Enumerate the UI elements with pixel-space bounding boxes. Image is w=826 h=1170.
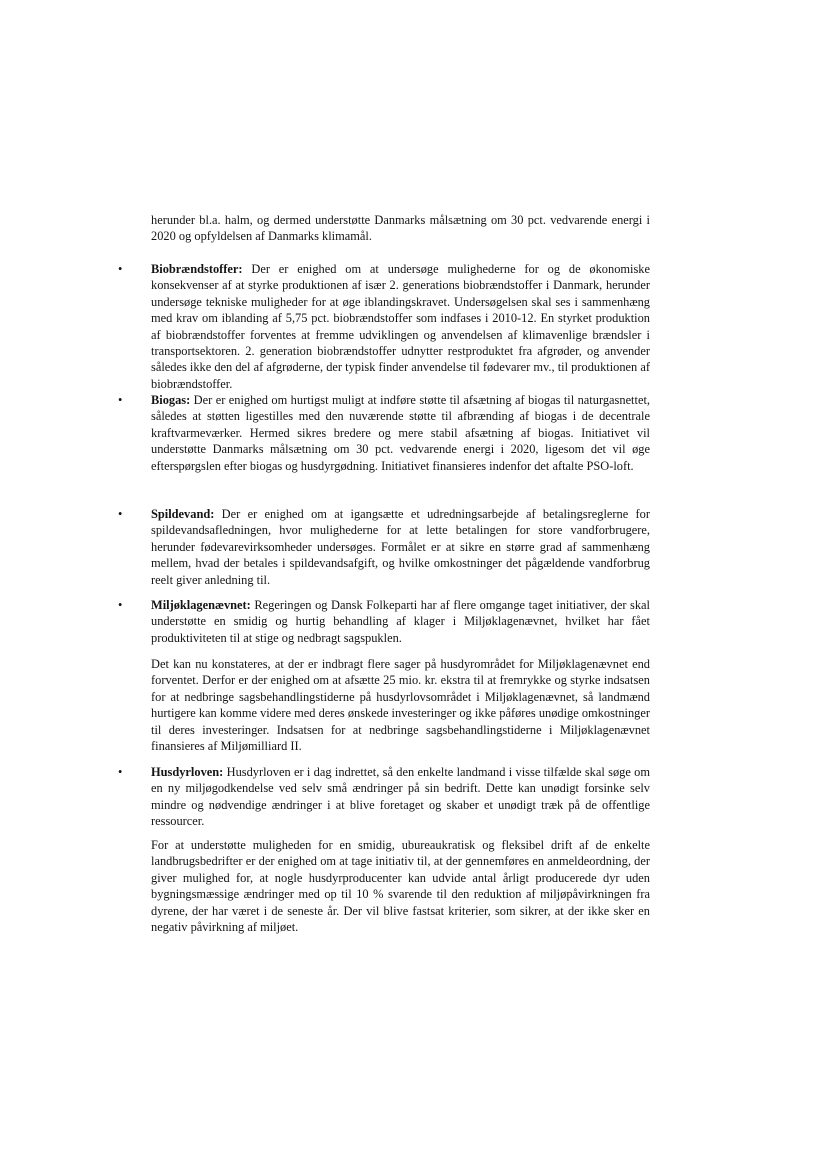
section-heading: Spildevand: <box>151 507 215 521</box>
section-husdyrloven <box>151 764 650 830</box>
section-text: Der er enighed om hurtigst muligt at indføre støtte til afsætning af biogas til naturgasnettet, således at støtten ligestilles med den nuværende støtte til afbrænding af biogas i de decentrale kraftvarmeværker. Hermed sikres bredere og mere stabil afsætning af biogas. Initiativet vil understøtte Danmarks målsætning om 30 pct. vedvarende energi i 2020, ligesom det vil øge efterspørgslen efter biogas og husdyrgødning. Initiativet finansieres indenfor det aftalte PSO-loft. <box>151 393 650 473</box>
section-biogas <box>151 392 650 474</box>
section-miljoeklagenaevnet <box>151 597 650 646</box>
section-spildevand <box>151 506 650 588</box>
section-text: Regeringen og Dansk Folkeparti har af flere omgange taget initiativer, der skal understøtte en smidig og hurtig behandling af klager i Miljøklagenævnet, hvilket har fået produktiviteten til at stige og nedbragt sagspuklen. <box>151 598 650 645</box>
section-biobraendstoffer <box>151 261 650 392</box>
section-followup-paragraph: Det kan nu konstateres, at der er indbragt flere sager på husdyrområdet for Miljøklagenævnet end forventet. Derfor er der enighed om at afsætte 25 mio. kr. ekstra til at fremrykke og styrke indsatsen for at nedbringe sagsbehandlingstiderne på husdyrlovsområdet i Miljøklagenævnet, så landmænd hurtigere kan komme videre med deres ønskede investeringer og ikke påføres unødige omkostninger til deres investeringer. Indsatsen for at nedbringe sagsbehandlingstiderne i Miljøklagenævnet finansieres af Miljømilliard II. <box>151 657 650 754</box>
section-text: Der er enighed om at undersøge mulighederne for og de økonomiske konsekvenser af at styrke produktionen af især 2. generations biobrændstoffer i Danmark, herunder undersøge tekniske muligheder for at øge iblandingskravet. Undersøgelsen skal ses i sammenhæng med krav om iblanding af 5,75 pct. biobrændstoffer som indfases i 2010-12. En styrket produktion af biobrændstoffer forventes at fremme udviklingen og anvendelsen af klimavenlige brændsler i transportsektoren. 2. generation biobrændstoffer udnytter restproduktet fra afgrøder, og anvender således ikke den del af afgrøderne, der typisk finder anvendelse til fødevarer mv., til produktionen af biobrændstoffer. <box>151 262 650 391</box>
section-heading: Biobrændstoffer: <box>151 262 243 276</box>
section-heading: Husdyrloven: <box>151 765 224 779</box>
bullet-icon: • <box>118 393 123 407</box>
bullet-icon: • <box>118 598 123 612</box>
bullet-icon: • <box>118 507 123 521</box>
section-text: Husdyrloven er i dag indrettet, så den enkelte landmand i visse tilfælde skal søge om en ny miljøgodkendelse ved selv små ændringer på sin bedrift. Dette kan unødigt forsinke selv mindre og nødvendige ændringer i at blive foretaget og skaber et unødigt træk på de offentlige ressourcer. <box>151 765 650 829</box>
section-heading: Miljøklagenævnet: <box>151 598 251 612</box>
bullet-icon: • <box>118 765 123 779</box>
section-heading: Biogas: <box>151 393 191 407</box>
bullet-icon: • <box>118 262 123 276</box>
section-followup-paragraph: For at understøtte muligheden for en smidig, ubureaukratisk og fleksibel drift af de enkelte landbrugsbedrifter er der enighed om at tage initiativ til, at der gennemføres en anmeldeordning, der giver mulighed for, at nogle husdyrproducenter kan udvide antal årligt producerede dyr uden bygningsmæssige ændringer med op til 10 % svarende til den reduktion af miljøpåvirkningen fra dyrene, der har været i de seneste år. Der vil blive fastsat kriterier, som sikrer, at der ikke sker en negativ påvirkning af miljøet. <box>151 838 650 935</box>
intro-paragraph: herunder bl.a. halm, og dermed understøtte Danmarks målsætning om 30 pct. vedvarende energi i 2020 og opfyldelsen af Danmarks klimamål. <box>151 213 650 244</box>
section-text: Der er enighed om at igangsætte et udredningsarbejde af betalingsreglerne for spildevandsafledningen, hvor mulighederne for at lette betalingen for store vandforbrugere, herunder fødevarevirksomheder undersøges. Formålet er at sikre en større grad af sammenhæng mellem, hvad der betales i spildevandsafgift, og hvilke omkostninger det pågældende vandforbrug reelt giver anledning til. <box>151 507 650 587</box>
